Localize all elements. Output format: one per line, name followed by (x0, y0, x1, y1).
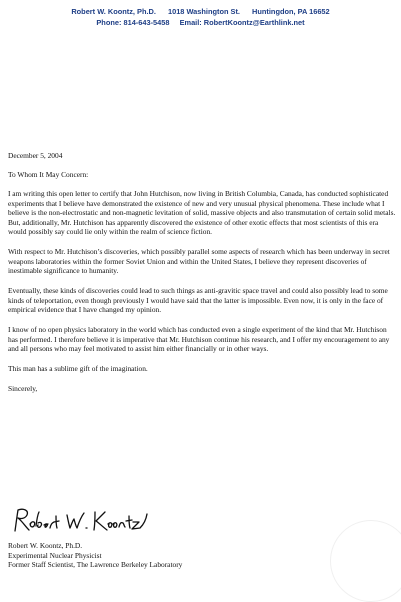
letterhead-address-line (0, 6, 401, 17)
letter-closing: Sincerely, (8, 384, 38, 393)
letter-greeting: To Whom It May Concern: (8, 170, 89, 179)
letterhead-contact-line (0, 17, 401, 28)
letter-body (8, 151, 396, 394)
handwritten-signature (9, 506, 149, 534)
faint-seal (330, 520, 401, 602)
letter-paragraph-1: I am writing this open letter to certify that John Hutchison, now living in British Columbia, Canada, has conducted sophisticated experiments that I believe have demonstrated the existence of new and very unusual physical phenomena. These include what I believe is the non-electrostatic and non-magnetic levitation of solid, massive objects and also transmutation of certain solid metals. But, additionally, Mr. Hutchison has apparently discovered the existence of other exotic effects that most scientists of this era would possibly say could lie only within the realm of science fiction. (8, 189, 396, 236)
letter-paragraph-5: This man has a sublime gift of the imagination. (8, 364, 148, 373)
letterhead-street: 1018 Washington St. (167, 7, 240, 16)
signer-name: Robert W. Koontz, Ph.D. (8, 541, 83, 550)
letterhead-email: Email: RobertKoontz@Earthlink.net (179, 18, 305, 27)
letter-paragraph-2: With respect to Mr. Hutchison’s discoveries, which possibly parallel some aspects of research which has been underway in secret weapons laboratories within the former Soviet Union and within the United States, I believe they represent discoveries of inestimable significance to humanity. (8, 247, 390, 275)
letter-paragraph-3: Eventually, these kinds of discoveries could lead to such things as anti-gravitic space travel and could also possibly lead to some kinds of teleportation, even though previously I would have said that the latter is impossible. Even now, it is only in the face of empirical evidence that I have changed my opinion. (8, 286, 388, 314)
letterhead-phone: Phone: 814-643-5458 (96, 18, 170, 27)
letterhead-city: Huntingdon, PA 16652 (252, 7, 330, 16)
signer-former-position: Former Staff Scientist, The Lawrence Berkeley Laboratory (8, 560, 183, 569)
signature-block (8, 541, 182, 570)
letterhead (0, 6, 401, 28)
letter-paragraph-4: I know of no open physics laboratory in the world which has conducted even a single experiment of the kind that Mr. Hutchison has performed. I therefore believe it is imperative that Mr. Hutchison continue his research, and I offer my encouragement to any and all persons who may feel motivated to assist him either financially or in other ways. (8, 325, 390, 353)
signer-title: Experimental Nuclear Physicist (8, 550, 102, 560)
letter-date: December 5, 2004 (8, 151, 63, 160)
letterhead-name: Robert W. Koontz, Ph.D. (71, 7, 156, 16)
